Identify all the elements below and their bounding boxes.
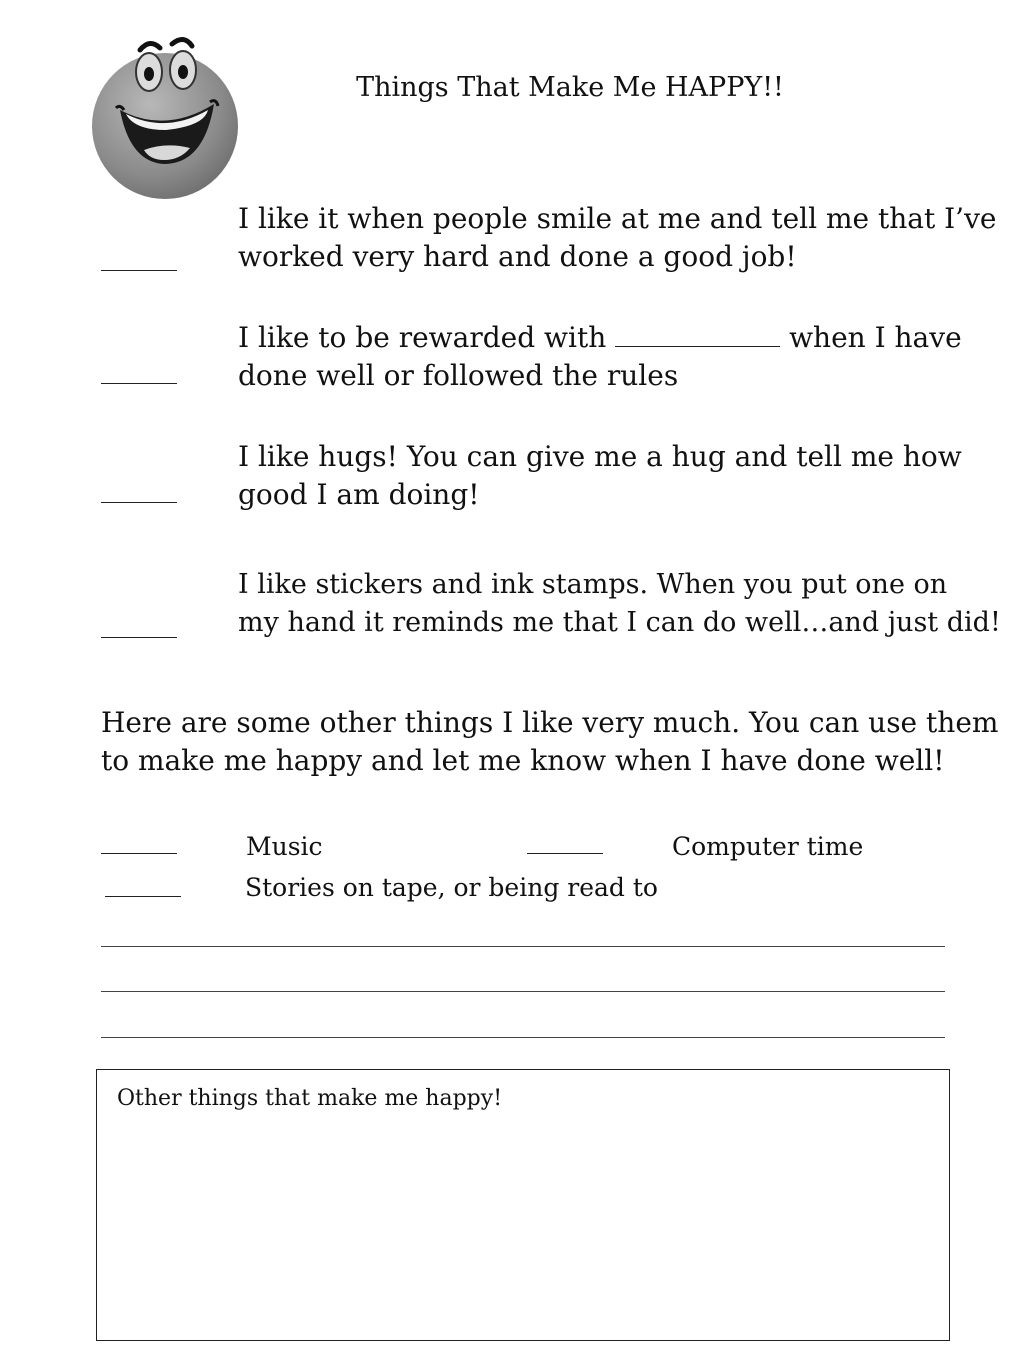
box-label: Other things that make me happy! xyxy=(117,1086,503,1111)
statement-line: I like it when people smile at me and tell me that I’ve xyxy=(238,202,997,235)
statement-line: I like hugs! You can give me a hug and tell me how xyxy=(238,440,962,473)
page-title: Things That Make Me HAPPY!! xyxy=(356,72,784,103)
write-in-line[interactable] xyxy=(101,1037,945,1038)
stories-blank[interactable] xyxy=(105,896,181,897)
option-computer-time: Computer time xyxy=(672,832,864,861)
statement-4 xyxy=(238,566,1001,642)
statement-line: when I have xyxy=(789,321,962,354)
music-blank[interactable] xyxy=(101,853,177,854)
computer-blank[interactable] xyxy=(527,853,603,854)
checkbox-blank[interactable] xyxy=(101,502,177,503)
statement-line: done well or followed the rules xyxy=(238,359,679,392)
checkbox-blank[interactable] xyxy=(101,637,177,638)
checkbox-blank[interactable] xyxy=(101,270,177,271)
statement-line: worked very hard and done a good job! xyxy=(238,240,797,273)
statement-line: I like to be rewarded with xyxy=(238,321,607,354)
write-in-line[interactable] xyxy=(101,991,945,992)
paragraph-line: to make me happy and let me know when I have done well! xyxy=(101,744,945,777)
other-things-box[interactable] xyxy=(96,1069,950,1341)
smiley-face-icon xyxy=(86,30,246,202)
statement-line: I like stickers and ink stamps. When you put one on xyxy=(238,569,948,600)
option-music: Music xyxy=(246,832,323,861)
other-things-paragraph xyxy=(101,704,998,780)
write-in-line[interactable] xyxy=(101,946,945,947)
statement-line: my hand it reminds me that I can do well…and just did! xyxy=(238,607,1001,638)
statement-line: good I am doing! xyxy=(238,478,480,511)
statement-2 xyxy=(238,319,962,395)
reward-blank[interactable] xyxy=(615,320,780,347)
statement-3 xyxy=(238,438,962,514)
paragraph-line: Here are some other things I like very much. You can use them xyxy=(101,706,999,739)
checkbox-blank[interactable] xyxy=(101,383,177,384)
statement-1 xyxy=(238,200,996,276)
option-stories: Stories on tape, or being read to xyxy=(245,873,658,902)
